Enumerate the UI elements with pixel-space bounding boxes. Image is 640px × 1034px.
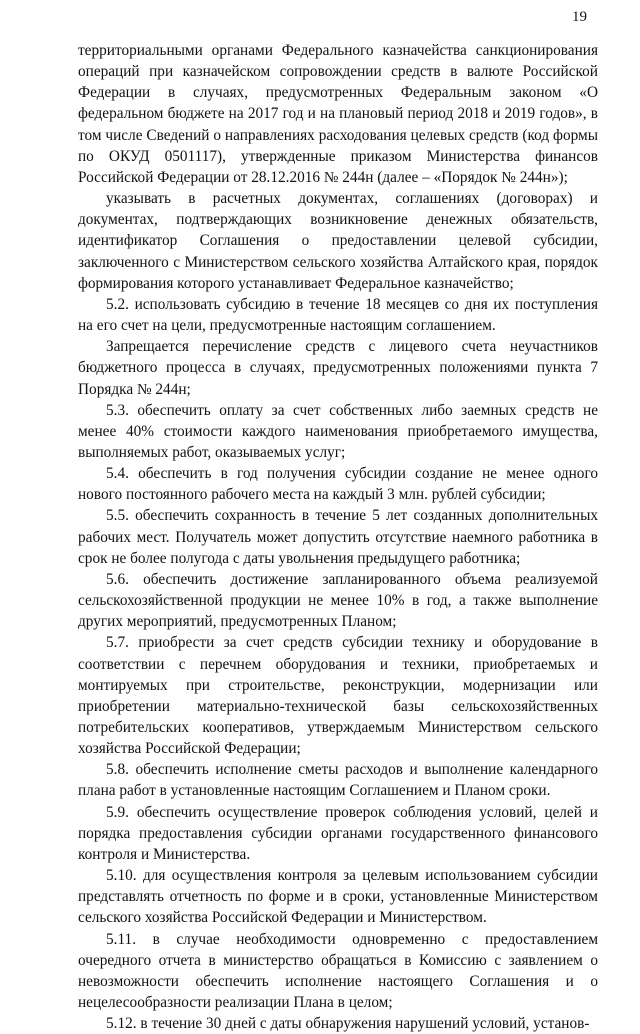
paragraph-5-8: 5.8. обеспечить исполнение сметы расходов и выполнение календарного плана работ в установленные настоящим Соглашением и Планом сроки. [78,761,598,800]
paragraph-continuation: территориальными органами Федерального казначейства санкционирования операций при казначейском сопровождении средств в валюте Российской Федерации в случаях, предусмотренных Федеральным законом «О федеральном бюджете на 2017 год и на плановый период 2018 и 2019 годов», в том числе Сведений о направлениях расходования целевых средств (код формы по ОКУД 0501117), утвержденные приказом Министерства финансов Российской Федерации от 28.12.2016 № 244н (далее – «Порядок № 244н»); [78,42,598,186]
paragraph-identifier: указывать в расчетных документах, соглашениях (договорах) и документах, подтверждающих возникновение денежных обязательств, идентификатор Соглашения о предоставлении целевой субсидии, заключенного с Министерством сельского хозяйства Алтайского края, порядок формирования которого устанавливает Федеральное казначейство; [78,190,598,292]
paragraph-5-12: 5.12. в течение 30 дней с даты обнаружения нарушений условий, установ- [106,1015,590,1033]
document-body [78,40,598,1034]
paragraph-5-7: 5.7. приобрести за счет средств субсидии технику и оборудование в соответствии с перечнем оборудования и техники, приобретаемых и монтируемых при строительстве, реконструкции, модернизации или приобретении материально-технической базы сельскохозяйственных потребительских кооперативов, утверждаемым Министерством сельского хозяйства Российской Федерации; [78,634,598,758]
paragraph-5-9: 5.9. обеспечить осуществление проверок соблюдения условий, целей и порядка предоставления субсидии органами государственного финансового контроля и Министерства. [78,803,598,863]
page-number: 19 [572,9,587,25]
paragraph-5-10: 5.10. для осуществления контроля за целевым использованием субсидии представлять отчетность по форме и в сроки, установленные Министерством сельского хозяйства Российской Федерации и Министерством. [78,867,598,927]
paragraph-5-6: 5.6. обеспечить достижение запланированного объема реализуемой сельскохозяйственной продукции не менее 10% в год, а также выполнение других мероприятий, предусмотренных Планом; [78,570,598,631]
paragraph-prohibition: Запрещается перечисление средств с лицевого счета неучастников бюджетного процесса в случаях, предусмотренных положениями пункта 7 Порядка № 244н; [78,338,598,398]
paragraph-5-4: 5.4. обеспечить в год получения субсидии создание не менее одного нового постоянного рабочего места на каждый 3 млн. рублей субсидии; [78,465,598,504]
paragraph-5-5: 5.5. обеспечить сохранность в течение 5 лет созданных дополнительных рабочих мест. Получатель может допустить отсутствие наемного работника в срок не более полугода с даты увольнения предыдущего работника; [78,507,598,567]
paragraph-5-3: 5.3. обеспечить оплату за счет собственных либо заемных средств не менее 40% стоимости каждого наименования приобретаемого имущества, выполняемых работ, оказываемых услуг; [78,401,598,461]
paragraph-5-2: 5.2. использовать субсидию в течение 18 месяцев со дня их поступления на его счет на цели, предусмотренные настоящим соглашением. [78,295,598,335]
paragraph-5-11: 5.11. в случае необходимости одновременно с предоставлением очередного отчета в министерство обращаться в Комиссию с заявлением о невозможности обеспечить исполнение настоящего Соглашения и о нецелесообразности реализации Плана в целом; [78,930,598,1012]
